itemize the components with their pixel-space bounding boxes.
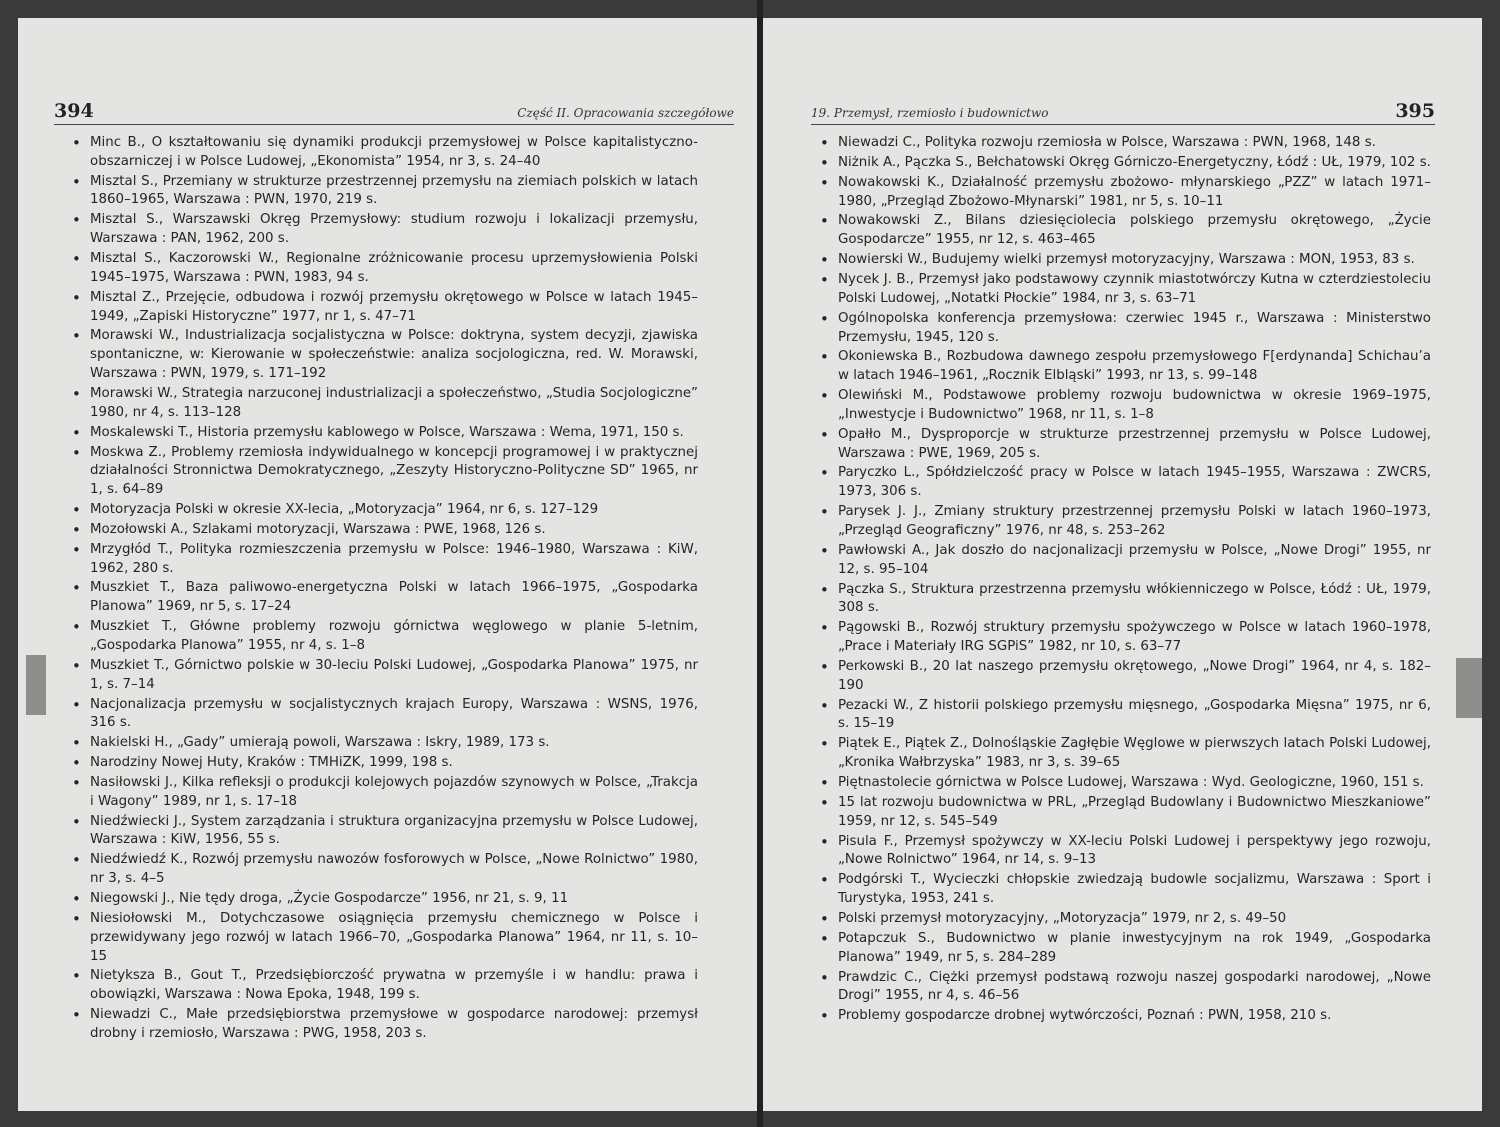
- bibliography-entry: • Opałło M., Dysproporcje w strukturze przestrzennej przemysłu w Polsce Ludowej, Warszawa : PWE, 1969, 205 s.: [820, 426, 1431, 464]
- bibliography-entry: • Nowakowski K., Działalność przemysłu zbożowo- młynarskiego „PZZ” w latach 1971–1980, „Przegląd Zbożowo-Młynarski” 1981, nr 5, s. 10–11: [820, 174, 1431, 212]
- thumb-index-tab: [26, 655, 46, 715]
- bibliography-entry: • Nowierski W., Budujemy wielki przemysł motoryzacyjny, Warszawa : MON, 1953, 83 s.: [820, 251, 1431, 270]
- bibliography-entry: • Misztal S., Kaczorowski W., Regionalne zróżnicowanie procesu uprzemysłowienia Polski 1945–1975, Warszawa : PWN, 1983, 94 s.: [72, 250, 698, 288]
- bibliography-entry: • Morawski W., Strategia narzuconej industrializacji a społeczeństwo, „Studia Socjologiczne” 1980, nr 4, s. 113–128: [72, 385, 698, 423]
- bibliography-entry: • Niedźwiecki J., System zarządzania i struktura organizacyjna przemysłu w Polsce Ludowej, Warszawa : KiW, 1956, 55 s.: [72, 813, 698, 851]
- page-number: 395: [1395, 100, 1435, 122]
- bibliography-entry: • Podgórski T., Wycieczki chłopskie zwiedzają budowle socjalizmu, Warszawa : Sport i Turystyka, 1953, 241 s.: [820, 871, 1431, 909]
- bibliography-entry: • Moskwa Z., Problemy rzemiosła indywidualnego w koncepcji programowej i w praktycznej działalności Stronnictwa Demokratycznego, „Zeszyty Historyczno-Polityczne SD” 1965, nr 1, s. 64–89: [72, 444, 698, 500]
- bibliography-entry: • Pisula F., Przemysł spożywczy w XX-leciu Polski Ludowej i perspektywy jego rozwoju, „Nowe Rolnictwo” 1964, nr 14, s. 9–13: [820, 833, 1431, 871]
- bibliography-entry: • Pągowski B., Rozwój struktury przemysłu spożywczego w Polsce w latach 1960–1978, „Prace i Materiały IRG SGPiS” 1982, nr 10, s. 63–77: [820, 619, 1431, 657]
- bibliography-entry: • Niewadzi C., Polityka rozwoju rzemiosła w Polsce, Warszawa : PWN, 1968, 148 s.: [820, 134, 1431, 153]
- bibliography-entry: • Motoryzacja Polski w okresie XX-lecia, „Motoryzacja” 1964, nr 6, s. 127–129: [72, 501, 698, 520]
- bibliography-entry: • Pawłowski A., Jak doszło do nacjonalizacji przemysłu w Polsce, „Nowe Drogi” 1955, nr 12, s. 95–104: [820, 542, 1431, 580]
- bibliography-entry: • Prawdzic C., Ciężki przemysł podstawą rozwoju naszej gospodarki narodowej, „Nowe Drogi” 1955, nr 4, s. 46–56: [820, 969, 1431, 1007]
- bibliography-entry: • Niżnik A., Pączka S., Bełchatowski Okręg Górniczo-Energetyczny, Łódź : UŁ, 1979, 102 s.: [820, 154, 1431, 173]
- bibliography-entry: • Misztal S., Przemiany w strukturze przestrzennej przemysłu na ziemiach polskich w latach 1860–1965, Warszawa : PWN, 1970, 219 s.: [72, 173, 698, 211]
- bibliography-entry: • Muszkiet T., Główne problemy rozwoju górnictwa węglowego w planie 5-letnim, „Gospodarka Planowa” 1955, nr 4, s. 1–8: [72, 618, 698, 656]
- bibliography-entry: • Niegowski J., Nie tędy droga, „Życie Gospodarcze” 1956, nr 21, s. 9, 11: [72, 890, 698, 909]
- bibliography-entry: • Muszkiet T., Górnictwo polskie w 30-leciu Polski Ludowej, „Gospodarka Planowa” 1975, nr 1, s. 7–14: [72, 657, 698, 695]
- bibliography-entry: • Nietyksza B., Gout T., Przedsiębiorczość prywatna w przemyśle i w handlu: prawa i obowiązki, Warszawa : Nowa Epoka, 1948, 199 s.: [72, 967, 698, 1005]
- bibliography-entry: • Mrzygłód T., Polityka rozmieszczenia przemysłu w Polsce: 1946–1980, Warszawa : KiW, 1962, 280 s.: [72, 541, 698, 579]
- bibliography-entry: • Nowakowski Z., Bilans dziesięciolecia polskiego przemysłu okrętowego, „Życie Gospodarcze” 1955, nr 12, s. 463–465: [820, 212, 1431, 250]
- bibliography-entry: • Ogólnopolska konferencja przemysłowa: czerwiec 1945 r., Warszawa : Ministerstwo Przemysłu, 1945, 120 s.: [820, 310, 1431, 348]
- bibliography-entry: • Perkowski B., 20 lat naszego przemysłu okrętowego, „Nowe Drogi” 1964, nr 4, s. 182–190: [820, 658, 1431, 696]
- running-head: 19. Przemysł, rzemiosło i budownictwo: [811, 106, 1049, 120]
- bibliography-entry: • Muszkiet T., Baza paliwowo-energetyczna Polski w latach 1966–1975, „Gospodarka Planowa” 1969, nr 5, s. 17–24: [72, 579, 698, 617]
- bibliography-entry: • Pączka S., Struktura przestrzenna przemysłu włókienniczego w Polsce, Łódź : UŁ, 1979, 308 s.: [820, 581, 1431, 619]
- bibliography-entry: • Piętnastolecie górnictwa w Polsce Ludowej, Warszawa : Wyd. Geologiczne, 1960, 151 s.: [820, 774, 1431, 793]
- bibliography-entry: • Paryczko L., Spółdzielczość pracy w Polsce w latach 1945–1955, Warszawa : ZWCRS, 1973, 306 s.: [820, 464, 1431, 502]
- thumb-index-tab: [1456, 658, 1482, 718]
- bibliography-entry: • Nacjonalizacja przemysłu w socjalistycznych krajach Europy, Warszawa : WSNS, 1976, 316 s.: [72, 696, 698, 734]
- bibliography-entry: • 15 lat rozwoju budownictwa w PRL, „Przegląd Budowlany i Budownictwo Mieszkaniowe” 1959, nr 12, s. 545–549: [820, 794, 1431, 832]
- bibliography-entry: • Problemy gospodarcze drobnej wytwórczości, Poznań : PWN, 1958, 210 s.: [820, 1007, 1431, 1026]
- bibliography-entry: • Niesiołowski M., Dotychczasowe osiągnięcia przemysłu chemicznego w Polsce i przewidywany jego rozwój w latach 1966–70, „Gospodarka Planowa” 1964, nr 11, s. 10–15: [72, 910, 698, 966]
- bibliography-entry: • Olewiński M., Podstawowe problemy rozwoju budownictwa w okresie 1969–1975, „Inwestycje i Budownictwo” 1968, nr 11, s. 1–8: [820, 387, 1431, 425]
- bibliography-entry: • Nasiłowski J., Kilka refleksji o produkcji kolejowych pojazdów szynowych w Polsce, „Trakcja i Wagony” 1989, nr 1, s. 17–18: [72, 774, 698, 812]
- page-number: 394: [54, 100, 94, 122]
- bibliography-entry: • Moskalewski T., Historia przemysłu kablowego w Polsce, Warszawa : Wema, 1971, 150 s.: [72, 424, 698, 443]
- bibliography-entry: • Mozołowski A., Szlakami motoryzacji, Warszawa : PWE, 1968, 126 s.: [72, 521, 698, 540]
- right-page: [763, 18, 1482, 1111]
- bibliography-entry: • Niedźwiedź K., Rozwój przemysłu nawozów fosforowych w Polsce, „Nowe Rolnictwo” 1980, nr 3, s. 4–5: [72, 851, 698, 889]
- left-page: [18, 18, 757, 1111]
- bibliography-entry: • Okoniewska B., Rozbudowa dawnego zespołu przemysłowego F[erdynanda] Schichau’a w latach 1946–1961, „Rocznik Elbląski” 1993, nr 13, s. 99–148: [820, 348, 1431, 386]
- bibliography-list: [820, 134, 1431, 1027]
- bibliography-entry: • Nycek J. B., Przemysł jako podstawowy czynnik miastotwórczy Kutna w czterdziestoleciu Polski Ludowej, „Notatki Płockie” 1984, nr 3, s. 63–71: [820, 271, 1431, 309]
- bibliography-entry: • Narodziny Nowej Huty, Kraków : TMHiZK, 1999, 198 s.: [72, 754, 698, 773]
- bibliography-entry: • Minc B., O kształtowaniu się dynamiki produkcji przemysłowej w Polsce kapitalistyczno-obszarniczej i w Polsce Ludowej, „Ekonomista” 1954, nr 3, s. 24–40: [72, 134, 698, 172]
- bibliography-entry: • Parysek J. J., Zmiany struktury przestrzennej przemysłu Polski w latach 1960–1973, „Przegląd Geograficzny” 1976, nr 48, s. 253–262: [820, 503, 1431, 541]
- bibliography-entry: • Polski przemysł motoryzacyjny, „Motoryzacja” 1979, nr 2, s. 49–50: [820, 910, 1431, 929]
- bibliography-entry: • Misztal S., Warszawski Okręg Przemysłowy: studium rozwoju i lokalizacji przemysłu, Warszawa : PAN, 1962, 200 s.: [72, 211, 698, 249]
- left-page-header: [54, 84, 734, 125]
- bibliography-entry: • Potapczuk S., Budownictwo w planie inwestycyjnym na rok 1949, „Gospodarka Planowa” 1949, nr 5, s. 284–289: [820, 930, 1431, 968]
- bibliography-entry: • Nakielski H., „Gady” umierają powoli, Warszawa : Iskry, 1989, 173 s.: [72, 734, 698, 753]
- bibliography-entry: • Piątek E., Piątek Z., Dolnośląskie Zagłębie Węglowe w pierwszych latach Polski Ludowej, „Kronika Wałbrzyska” 1983, nr 3, s. 39–65: [820, 735, 1431, 773]
- right-page-header: [811, 84, 1435, 125]
- bibliography-entry: • Morawski W., Industrializacja socjalistyczna w Polsce: doktryna, system decyzji, zjawiska spontaniczne, w: Kierowanie w społeczeństwie: analiza socjologiczna, red. W. Morawski, Warszawa : PWN, 1979, s. 171–192: [72, 327, 698, 383]
- bibliography-entry: • Niewadzi C., Małe przedsiębiorstwa przemysłowe w gospodarce narodowej: przemysł drobny i rzemiosło, Warszawa : PWG, 1958, 203 s.: [72, 1006, 698, 1044]
- bibliography-list: [72, 134, 698, 1045]
- running-head: Część II. Opracowania szczegółowe: [517, 106, 734, 120]
- bibliography-entry: • Pezacki W., Z historii polskiego przemysłu mięsnego, „Gospodarka Mięsna” 1975, nr 6, s. 15–19: [820, 697, 1431, 735]
- bibliography-entry: • Misztal Z., Przejęcie, odbudowa i rozwój przemysłu okrętowego w Polsce w latach 1945–1949, „Zapiski Historyczne” 1977, nr 1, s. 47–71: [72, 289, 698, 327]
